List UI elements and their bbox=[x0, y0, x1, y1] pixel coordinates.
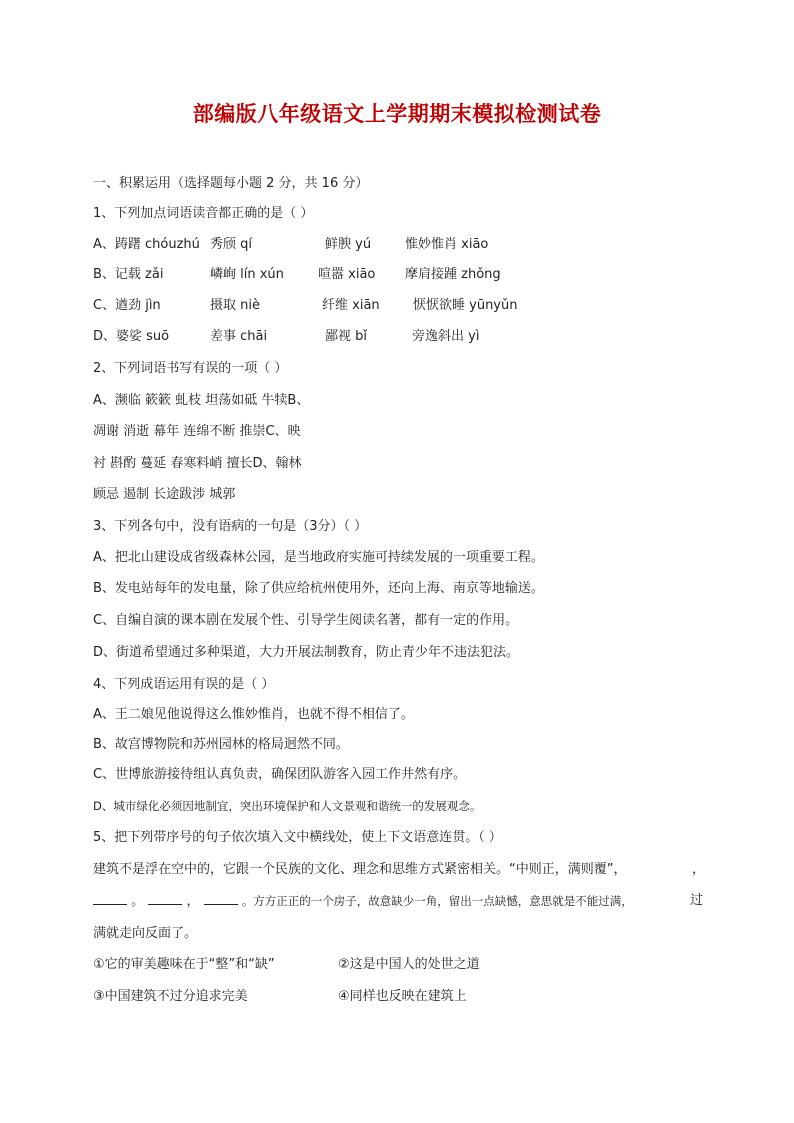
q5-stem: 5、把下列带序号的句子依次填入文中横线处，使上下文语意连贯。（ ） bbox=[93, 830, 502, 845]
q3-stem: 3、下列各句中，没有语病的一句是（3分）（ ） bbox=[93, 519, 368, 534]
q3-option-b: B、发电站每年的发电量，除了供应给杭州使用外，还向上海、南京等地输送。 bbox=[93, 581, 544, 596]
q4-option-d: D、城市绿化必须因地制宜，突出环境保护和人文景观和谐统一的发展观念。 bbox=[93, 799, 482, 813]
q5-passage-line-2 bbox=[93, 892, 633, 911]
q5-choice-3: ③中国建筑不过分追求完美 bbox=[93, 989, 248, 1004]
fill-blank[interactable] bbox=[148, 892, 182, 905]
q3-option-d: D、街道希望通过多种渠道，大力开展法制教育，防止青少年不违法犯法。 bbox=[93, 645, 520, 660]
q3-option-a: A、把北山建设成省级森林公园，是当地政府实施可持续发展的一项重要工程。 bbox=[93, 550, 544, 565]
q2-line-1: A、濒临 簌簌 虬枝 坦荡如砥 牛犊B、 bbox=[93, 393, 310, 408]
q2-stem: 2、下列词语书写有误的一项（ ） bbox=[93, 361, 288, 376]
q1-c-3: 纤维 xiān bbox=[322, 298, 380, 313]
q4-option-b: B、故宫博物院和苏州园林的格局迥然不同。 bbox=[93, 737, 349, 752]
q3-option-c: C、自编自演的课本剧在发展个性、引导学生阅读名著，都有一定的作用。 bbox=[93, 613, 519, 628]
q1-a-3: 鲜腴 yú bbox=[325, 237, 372, 252]
fill-blank[interactable] bbox=[93, 892, 127, 905]
q1-c-1: C、遒劲 jìn bbox=[93, 298, 161, 313]
q1-b-3: 喧嚣 xiāo bbox=[318, 267, 376, 282]
exam-title: 部编版八年级语文上学期期末模拟检测试卷 bbox=[192, 101, 602, 126]
q5-passage-text-2: 。方方正正的一个房子，故意缺少一角，留出一点缺憾，意思就是不能过满， bbox=[241, 894, 633, 908]
q5-passage-line-3: 满就走向反面了。 bbox=[93, 926, 198, 941]
q1-c-4: 恹恹欲睡 yūnyǔn bbox=[413, 298, 518, 313]
q5-choice-2: ②这是中国人的处世之道 bbox=[338, 957, 480, 972]
q5-choice-1: ①它的审美趣味在于“整”和“缺” bbox=[93, 957, 275, 972]
q1-d-4: 旁逸斜出 yì bbox=[412, 329, 480, 344]
q1-a-4: 惟妙惟肖 xiāo bbox=[405, 237, 489, 252]
q1-d-2: 差事 chāi bbox=[210, 329, 268, 344]
q4-option-a: A、王二娘见他说得这么惟妙惟肖，也就不得不相信了。 bbox=[93, 707, 414, 722]
q1-b-1: B、记载 zǎi bbox=[93, 267, 164, 282]
section-heading: 一、积累运用（选择题每小题 2 分，共 16 分） bbox=[93, 176, 369, 191]
q2-line-2: 凋谢 消逝 幕年 连绵不断 推崇C、映 bbox=[93, 424, 301, 439]
q5-passage-line-1 bbox=[93, 861, 626, 879]
q1-b-4: 摩肩接踵 zhǒng bbox=[405, 267, 501, 282]
q5-passage-text-1: 建筑不是浮在空中的，它跟一个民族的文化、理念和思维方式紧密相关。“中则正，满则覆”， bbox=[93, 862, 627, 877]
q1-b-2: 嶙峋 lín xún bbox=[210, 267, 284, 282]
q1-stem: 1、下列加点词语读音都正确的是（ ） bbox=[93, 206, 314, 221]
q1-d-3: 鄙视 bǐ bbox=[325, 329, 367, 344]
q2-line-3: 衬 斟酌 蔓延 春寒料峭 擅长D、翰林 bbox=[93, 456, 302, 471]
q1-a-1: A、踌躇 chóuzhú bbox=[93, 237, 200, 252]
q5-sep-2: ， bbox=[186, 894, 200, 909]
q1-a-2: 秀颀 qí bbox=[210, 237, 252, 252]
q4-stem: 4、下列成语运用有误的是（ ） bbox=[93, 677, 275, 692]
q5-sep-1: 。 bbox=[131, 894, 145, 909]
q2-line-4: 顾忌 遏制 长途跋涉 城郭 bbox=[93, 487, 236, 502]
fill-blank[interactable] bbox=[204, 892, 238, 905]
q1-d-1: D、婆娑 suō bbox=[93, 329, 170, 344]
q5-passage-guo: 过 bbox=[690, 893, 704, 908]
q5-passage-comma: ， bbox=[692, 862, 706, 877]
q5-choice-4: ④同样也反映在建筑上 bbox=[338, 989, 467, 1004]
q1-c-2: 摄取 niè bbox=[210, 298, 260, 313]
q4-option-c: C、世博旅游接待组认真负责，确保团队游客入园工作井然有序。 bbox=[93, 767, 467, 782]
